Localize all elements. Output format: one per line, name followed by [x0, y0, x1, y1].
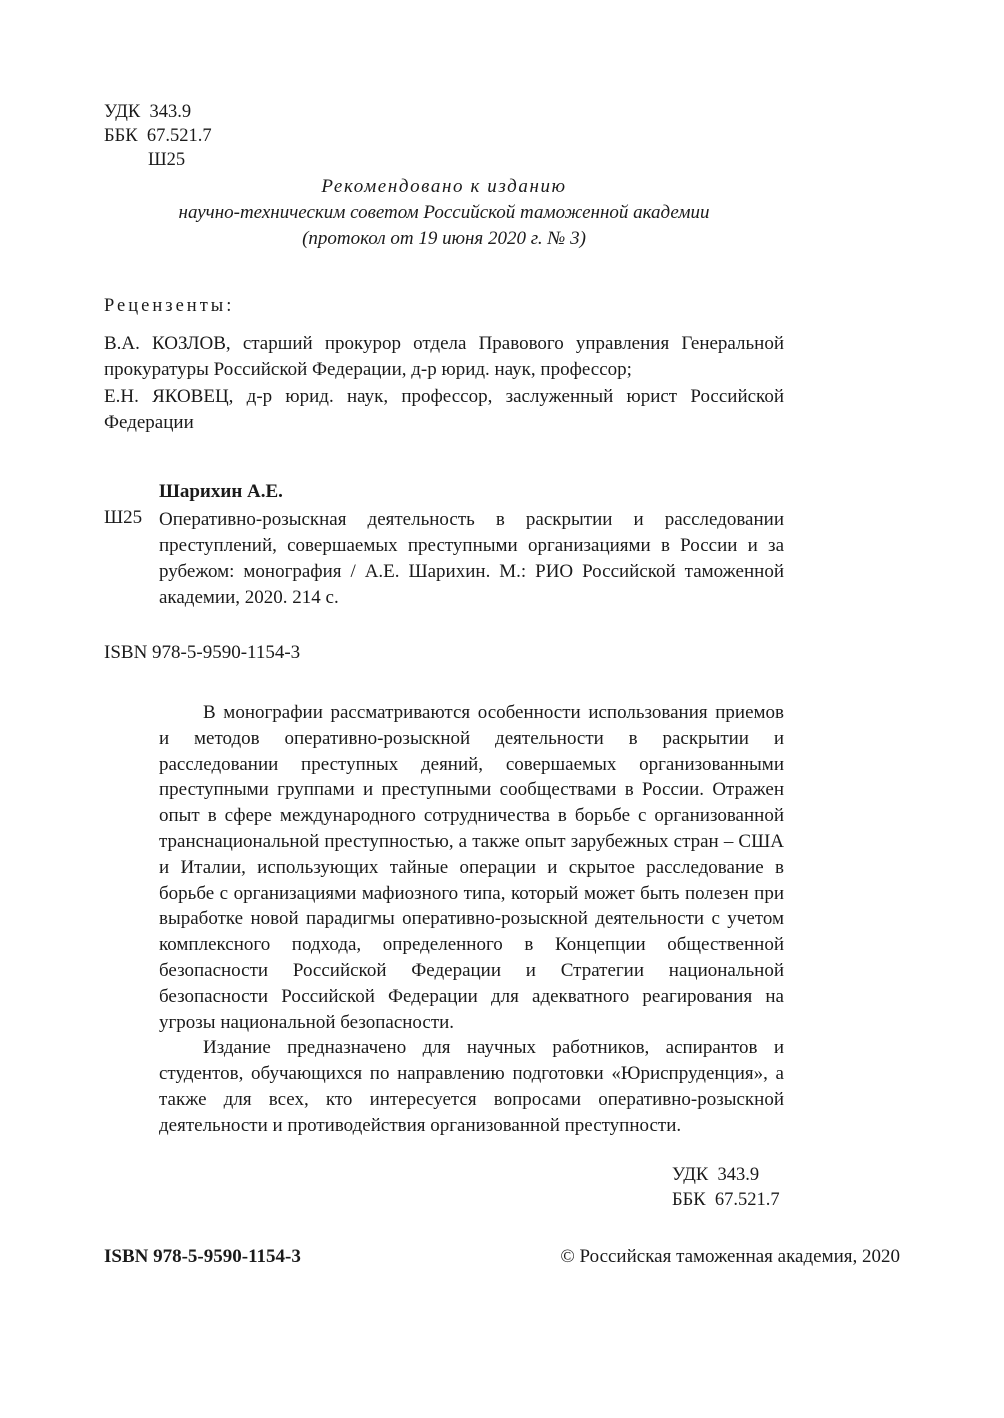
udk-label: УДК	[104, 102, 141, 122]
recommendation-line-3: (протокол от 19 июня 2020 г. № 3)	[302, 228, 586, 249]
copyright-notice: © Российская таможенная академия, 2020	[560, 1246, 900, 1267]
reviewer-entry: В.А. КОЗЛОВ, старший прокурор отдела Правового управления Генеральной прокуратуры Российской Федерации, д-р юрид. наук, профессор;	[104, 333, 784, 380]
bibliographic-description: Оперативно-розыскная деятельность в раскрытии и расследовании преступлений, совершаемых преступными организациями в России и за рубежом: монография / А.Е. Шарихин. М.: РИО Российской таможенной академии, 2020. 214 с.	[159, 509, 784, 608]
abstract	[159, 700, 784, 1139]
abstract-paragraph: Издание предназначено для научных работников, аспирантов и студентов, обучающихся по направлению подготовки «Юриспруденция», а также для всех, кто интересуется вопросами оперативно-розыскной деятельности и противодействия организованной преступности.	[159, 1037, 784, 1136]
bbk-value: 67.521.7	[146, 126, 212, 146]
bbk-label: ББК	[672, 1190, 706, 1210]
reviewer-entry: Е.Н. ЯКОВЕЦ, д-р юрид. наук, профессор, заслуженный юрист Российской Федерации	[104, 386, 784, 433]
bbk-code-row	[104, 124, 212, 148]
author-name: Шарихин А.Е.	[159, 481, 283, 502]
udk-value: 343.9	[149, 102, 192, 122]
recommendation-line-1: Рекомендовано к изданию	[321, 176, 567, 197]
bbk-label: ББК	[104, 126, 138, 146]
reviewers-heading: Рецензенты:	[104, 296, 235, 316]
recommendation-line-2: научно-техническим советом Российской таможенной академии	[178, 202, 710, 223]
bbk-value: 67.521.7	[714, 1190, 780, 1210]
udk-code-row	[672, 1163, 780, 1188]
isbn: ISBN 978-5-9590-1154-3	[104, 642, 301, 663]
author-cutter-top: Ш25	[148, 150, 186, 170]
publication-recommendation	[104, 174, 784, 252]
udk-label: УДК	[672, 1165, 709, 1185]
classification-codes-bottom	[672, 1163, 780, 1213]
author-cutter: Ш25	[104, 507, 143, 528]
abstract-paragraph: В монографии рассматриваются особенности использования приемов и методов оперативно-розыскной деятельности в раскрытии и расследовании преступных деяний, совершаемых организованными преступными группами и преступными сообществами в России. Отражен опыт в сфере международного сотрудничества в борьбе с организованной транснациональной преступностью, а также опыт зарубежных стран – США и Италии, использующих тайные операции и скрытое расследование в борьбе с организациями мафиозного типа, который может быть полезен при выработке новой парадигмы оперативно-розыскной деятельности с учетом комплексного подхода, определенного в Концепции общественной безопасности Российской Федерации и Стратегии национальной безопасности Российской Федерации для адекватного реагирования на угрозы национальной безопасности.	[159, 702, 784, 1033]
udk-value: 343.9	[717, 1165, 760, 1185]
bbk-code-row	[672, 1188, 780, 1213]
isbn-footer: ISBN 978-5-9590-1154-3	[104, 1246, 301, 1267]
udk-code-row	[104, 100, 212, 124]
classification-codes-top	[104, 100, 212, 172]
